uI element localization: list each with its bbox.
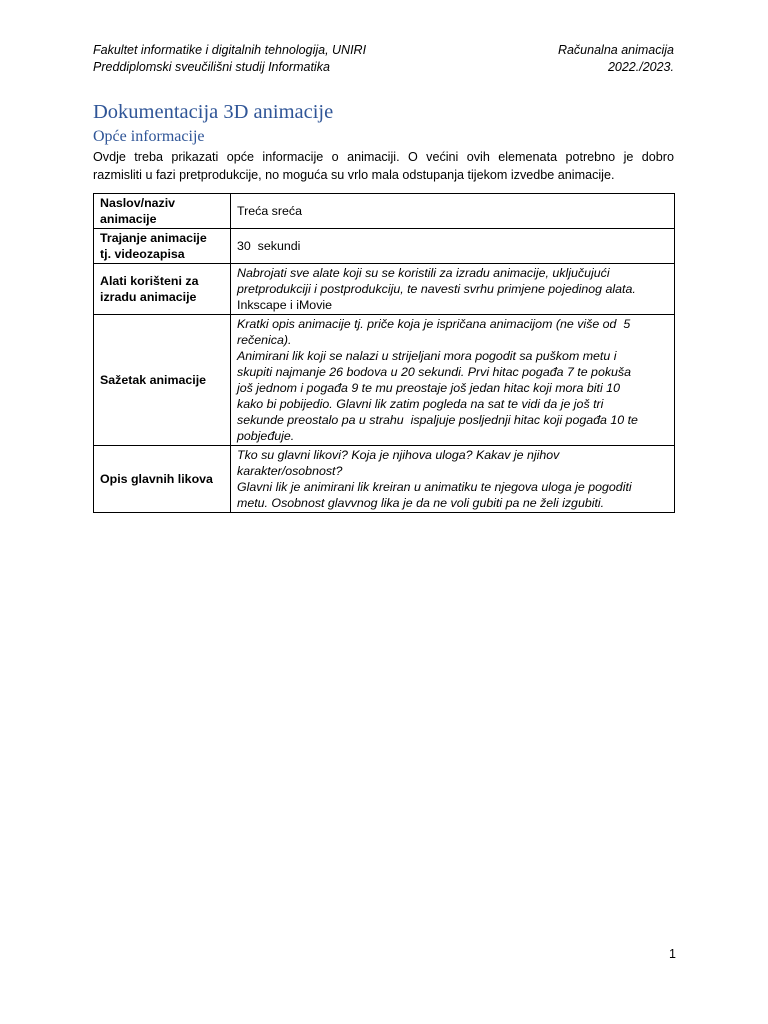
document-title: Dokumentacija 3D animacije [93,101,334,123]
summary-hint: Kratki opis animacije tj. priče koja je ispričana animacijom (ne više od 5 [237,317,631,331]
header-faculty: Fakultet informatike i digitalnih tehnologija, UNIRI [93,43,367,57]
header-study-program: Preddiplomski sveučilišni studij Informatika [93,60,330,74]
row-value [231,264,675,315]
summary-text-line: pobjeđuje. [237,429,295,443]
tools-hint: pretprodukciji i postprodukciju, te navesti svrhu primjene pojedinog alata. [237,282,636,296]
summary-hint: rečenica). [237,333,292,347]
intro-line: razmisliti u fazi pretprodukcije, no moguća su vrlo mala odstupanja tijekom izvedbe animacije. [93,168,615,182]
animation-info-table [93,193,675,513]
page-number: 1 [669,947,676,961]
row-label-line: izradu animacije [100,290,197,304]
summary-text-line: kako bi pobijedio. Glavni lik zatim pogleda na sat te vidi da je još tri [237,397,604,411]
row-label-line: animacije [100,212,157,226]
summary-text-line: Animirani lik koji se nalazi u strijeljani mora pogodit sa puškom metu i [237,349,617,363]
row-label [94,229,231,264]
table-row-title [94,194,675,229]
row-label [94,194,231,229]
row-value [231,315,675,446]
row-label-line: Alati korišteni za [100,274,199,288]
row-label-line: Trajanje animacije [100,231,207,245]
characters-text-line: Glavni lik je animirani lik kreiran u animatiku te njegova uloga je pogoditi [237,480,632,494]
row-value [231,446,675,513]
header-academic-year: 2022./2023. [607,60,674,74]
summary-text-line: još jednom i pogađa 9 te mu preostaje još jedan hitac koji mora biti 10 [237,381,620,395]
header-right [558,42,674,76]
intro-line: Ovdje treba prikazati opće informacije o animaciji. O većini ovih elemenata potrebno je dobro [93,150,674,164]
duration-value: 30 sekundi [237,239,301,253]
row-label [94,264,231,315]
row-label-line: Naslov/naziv [100,196,176,210]
header-left [93,42,366,76]
row-value [231,194,675,229]
table-row-tools [94,264,675,315]
row-label: Sažetak animacije [94,315,231,446]
table-row-duration [94,229,675,264]
summary-text-line: skupiti najmanje 26 bodova u 20 sekundi. Prvi hitac pogađa 7 te pokuša [237,365,632,379]
summary-text-line: sekunde preostalo pa u strahu ispaljuje posljednji hitac koji pogađa 10 te [237,413,638,427]
characters-hint: karakter/osobnost? [237,464,343,478]
row-label: Opis glavnih likova [94,446,231,513]
characters-text-line: metu. Osobnost glavvnog lika je da ne voli gubiti pa ne želi izgubiti. [237,496,605,510]
row-value [231,229,675,264]
section-title: Opće informacije [93,128,205,145]
tools-hint: Nabrojati sve alate koji su se koristili za izradu animacije, uključujući [237,266,610,280]
tools-value: Inkscape i iMovie [237,298,333,312]
table-row-summary [94,315,675,446]
row-label-line: tj. videozapisa [100,247,185,261]
table-row-characters [94,446,675,513]
animation-title-value: Treća sreća [237,204,302,218]
intro-paragraph [93,148,674,184]
characters-hint: Tko su glavni likovi? Koja je njihova uloga? Kakav je njihov [237,448,560,462]
header-course: Računalna animacija [557,43,674,57]
